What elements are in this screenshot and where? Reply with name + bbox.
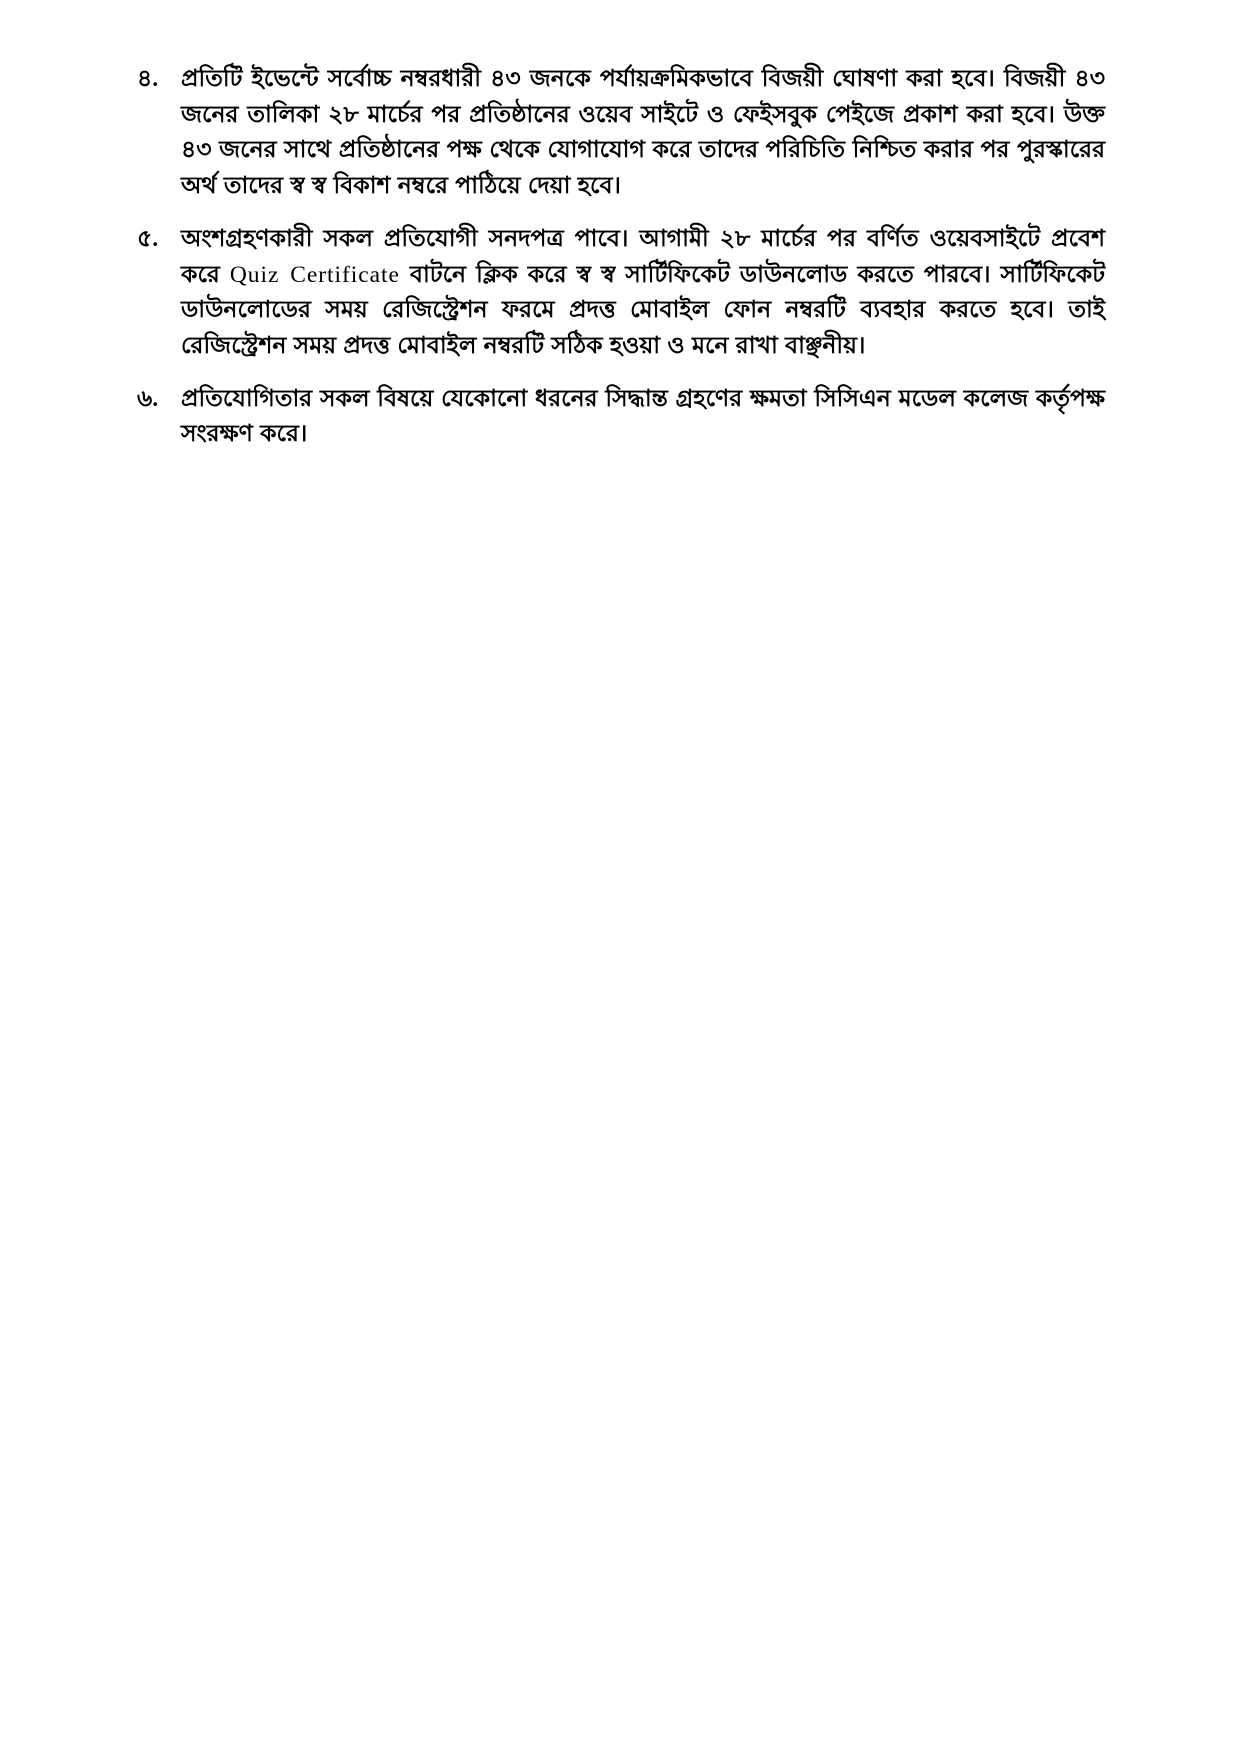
quiz-certificate-label: Quiz Certificate [229,261,400,288]
list-item-marker-5: ৫. [137,225,159,252]
list-item-text-5 [181,222,1105,365]
list-item-marker-6: ৬. [137,385,159,412]
list-item-text-5-part-2: বাটনে ক্লিক করে স্ব স্ব সার্টিফিকেট ডাউনলোড করতে পারবে। সার্টিফিকেট ডাউনলোডের সময় রেজিস্ট্রেশন ফরমে প্রদত্ত মোবাইল ফোন নম্বরটি ব্যবহার করতে হবে। তাই রেজিস্ট্রেশন সময় প্রদত্ত মোবাইল নম্বরটি সঠিক হওয়া ও মনে রাখা বাঞ্ছনীয়। [181,261,1105,360]
numbered-list [137,62,1105,470]
list-item-text-5-part-1: অংশগ্রহণকারী সকল প্রতিযোগী সনদপত্র পাবে। আগামী ২৮ মার্চের পর বর্ণিত ওয়েবসাইটে প্রবেশ করে [181,225,1105,288]
list-item [137,62,1105,205]
list-item-marker-4: ৪. [137,66,159,92]
list-item-text-4: প্রতিটি ইভেন্টে সর্বোচ্চ নম্বরধারী ৪৩ জনকে পর্যায়ক্রমিকভাবে বিজয়ী ঘোষণা করা হবে। বিজয়ী ৪৩ জনের তালিকা ২৮ মার্চের পর প্রতিষ্ঠানের ওয়েব সাইটে ও ফেইসবুক পেইজে প্রকাশ করা হবে। উক্ত ৪৩ জনের সাথে প্রতিষ্ঠানের পক্ষ থেকে যোগাযোগ করে তাদের পরিচিতি নিশ্চিত করার পর পুরস্কারের অর্থ তাদের স্ব স্ব বিকাশ নম্বরে পাঠিয়ে দেয়া হবে। [181,66,1105,200]
list-item-text-6: প্রতিযোগিতার সকল বিষয়ে যেকোনো ধরনের সিদ্ধান্ত গ্রহণের ক্ষমতা সিসিএন মডেল কলেজ কর্তৃপক্ষ সংরক্ষণ করে। [181,385,1105,448]
list-item [137,382,1105,453]
list-item [137,222,1105,365]
